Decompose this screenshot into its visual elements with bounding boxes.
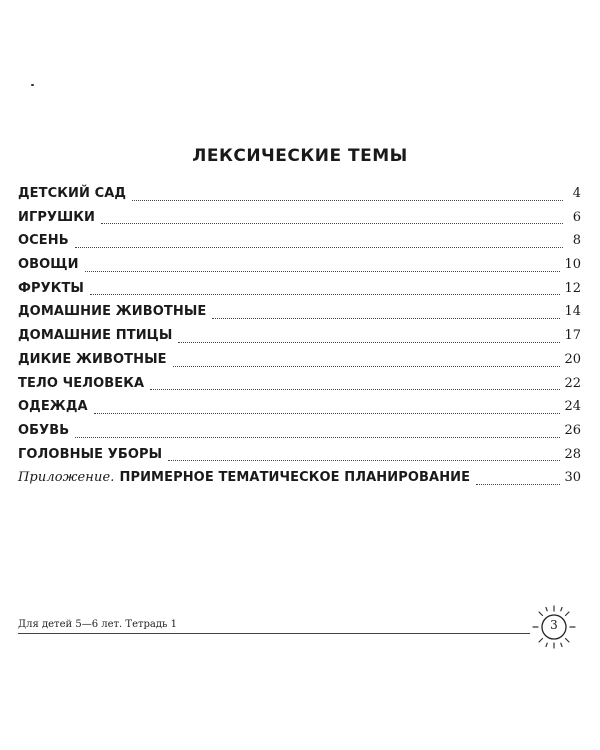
toc-leader-dots [75, 436, 560, 438]
toc-entry-text: ОДЕЖДА [18, 399, 88, 415]
toc-entry-page: 24 [564, 399, 581, 415]
toc-entry-label [18, 210, 95, 225]
toc-entry-text: ОСЕНЬ [18, 233, 69, 249]
footer-caption: Для детей 5—6 лет. Тетрадь 1 [18, 619, 178, 630]
toc-entry [18, 423, 581, 447]
toc-entry-page: 8 [572, 233, 581, 249]
toc-entry-text: ФРУКТЫ [18, 280, 85, 296]
toc-entry-text: ДОМАШНИЕ ПТИЦЫ [18, 328, 173, 344]
toc-leader-dots [168, 459, 560, 461]
toc-leader-dots [150, 388, 560, 390]
toc-entry-label [18, 423, 69, 438]
toc-entry [18, 328, 581, 352]
toc-entry-label [18, 281, 84, 296]
toc-entry-text: ДЕТСКИЙ САД [18, 186, 127, 201]
toc-entry-label [18, 399, 88, 414]
toc-entry-page: 4 [572, 186, 581, 201]
toc-entry-text: ГОЛОВНЫЕ УБОРЫ [18, 446, 163, 462]
toc-entry [18, 399, 581, 423]
toc-entry [18, 186, 581, 210]
toc-leader-dots [85, 270, 561, 272]
toc-entry-text: ДИКИЕ ЖИВОТНЫЕ [18, 351, 167, 367]
toc-entry-text: ДОМАШНИЕ ЖИВОТНЫЕ [18, 304, 207, 320]
toc-entry [18, 233, 581, 257]
toc-entry [18, 257, 581, 281]
toc-entry-page: 28 [564, 446, 581, 462]
toc-leader-dots [178, 341, 560, 343]
toc-entry-label [18, 233, 69, 248]
toc-entry [18, 376, 581, 400]
toc-leader-dots [94, 412, 561, 414]
toc-entry-label [18, 470, 470, 485]
ink-speck [31, 84, 34, 86]
toc-entry-page: 20 [564, 351, 581, 367]
toc-entry-prefix: Приложение. [18, 470, 115, 486]
table-of-contents [18, 186, 581, 494]
toc-entry-text: ТЕЛО ЧЕЛОВЕКА [18, 375, 145, 391]
toc-entry-label [18, 352, 167, 367]
toc-entry-page: 22 [564, 375, 581, 391]
toc-entry-page: 6 [572, 209, 581, 225]
toc-entry-text: ИГРУШКИ [18, 209, 95, 225]
toc-entry [18, 470, 581, 494]
toc-leader-dots [75, 246, 563, 248]
toc-entry-label [18, 328, 172, 343]
page-number: 3 [550, 618, 558, 632]
toc-entry [18, 281, 581, 305]
toc-leader-dots [212, 317, 560, 319]
toc-leader-dots [476, 483, 560, 485]
toc-leader-dots [132, 199, 563, 201]
toc-entry-label [18, 304, 206, 319]
toc-leader-dots [173, 365, 561, 367]
toc-leader-dots [90, 293, 560, 295]
toc-entry [18, 447, 581, 471]
page-title: ЛЕКСИЧЕСКИЕ ТЕМЫ [192, 146, 408, 166]
toc-entry-page: 30 [564, 470, 581, 486]
toc-entry-text: ПРИМЕРНОЕ ТЕМАТИЧЕСКОЕ ПЛАНИРОВАНИЕ [119, 470, 471, 486]
toc-entry-text: ОБУВЬ [18, 422, 70, 438]
toc-entry-page: 26 [564, 422, 581, 438]
toc-leader-dots [101, 222, 563, 224]
toc-entry-page: 17 [564, 328, 581, 344]
footer-rule [18, 633, 530, 634]
toc-entry-label [18, 257, 79, 272]
toc-entry [18, 210, 581, 234]
toc-entry-page: 10 [564, 257, 581, 273]
toc-entry-label [18, 186, 126, 201]
toc-entry [18, 352, 581, 376]
toc-entry-label [18, 376, 144, 391]
toc-entry-label [18, 447, 162, 462]
toc-entry-page: 12 [564, 280, 581, 296]
toc-entry-text: ОВОЩИ [18, 257, 79, 273]
toc-entry-page: 14 [564, 304, 581, 320]
toc-entry [18, 304, 581, 328]
